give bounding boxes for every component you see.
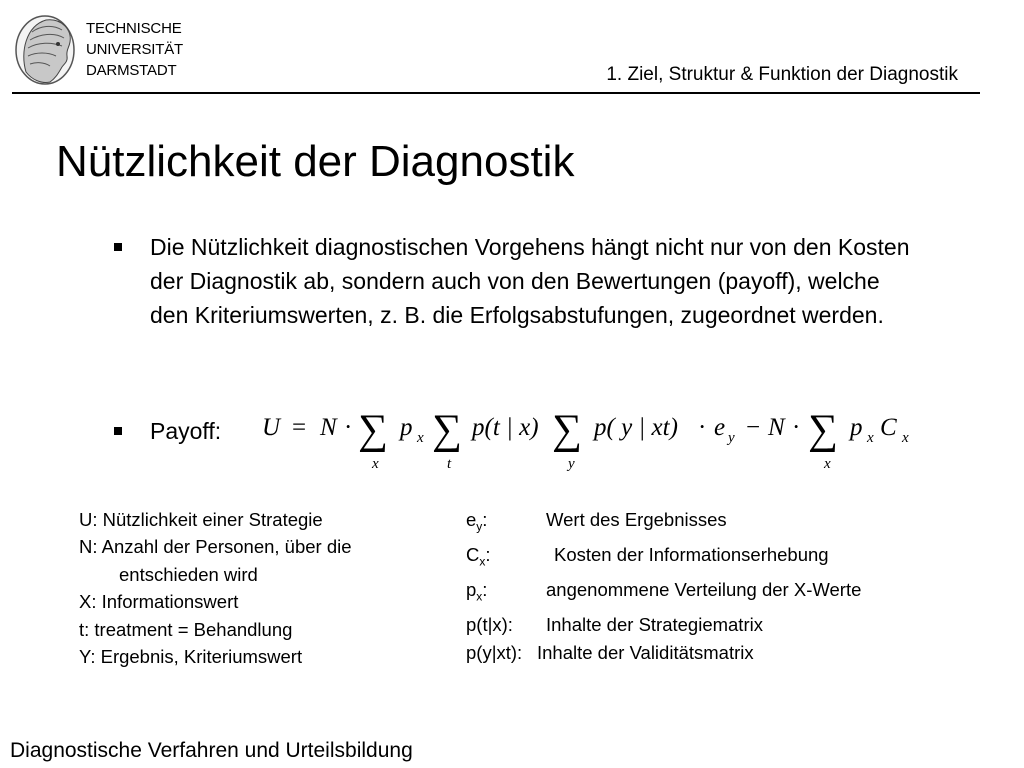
university-name <box>86 18 183 81</box>
square-bullet-icon <box>114 243 122 251</box>
formula-dot: · <box>792 414 801 441</box>
legend-right <box>466 506 861 666</box>
legend-symbol: $C_x$: <box>466 544 491 569</box>
formula-subscript: x <box>417 430 424 446</box>
formula-equals: = <box>292 414 307 441</box>
legend-description: Wert des Ergebnisses <box>546 509 727 530</box>
formula-p: p <box>400 414 413 441</box>
legend-entry: N: Anzahl der Personen, über die <box>79 536 352 558</box>
university-line: TECHNISCHE <box>86 20 182 37</box>
formula-subscript: x <box>867 430 874 446</box>
payoff-formula <box>262 402 922 482</box>
formula-subscript: x <box>902 430 909 446</box>
formula-p-y-given-xt: p( y | xt) <box>594 414 678 441</box>
legend-entry: t: treatment = Behandlung <box>79 618 293 640</box>
formula-dot: · <box>698 414 707 441</box>
legend-symbol: p(y|xt): <box>466 641 523 663</box>
legend-entry: U: Nützlichkeit einer Strategie <box>79 509 323 530</box>
formula-dot: · <box>344 414 353 441</box>
legend-entry <box>466 611 861 638</box>
athena-head-logo-icon <box>12 12 78 88</box>
formula-N: N <box>768 414 785 441</box>
bullet-text: Die Nützlichkeit diagnostischen Vorgehens hängt nicht nur von den Kosten der Diagnostik ab, sondern auch von den Bewertungen (payoff), welche den Kriteriumswerten, z. B. die Erfolgsabstufungen, zugeordnet werden. <box>150 234 910 328</box>
formula-p: p <box>850 414 863 441</box>
legend-description: angenommene Verteilung der X-Werte <box>546 579 862 601</box>
formula-N: N <box>320 414 337 441</box>
formula-minus: − <box>746 414 761 441</box>
formula-C: C <box>880 414 897 441</box>
sum-index: t <box>447 456 452 472</box>
legend-entry <box>466 506 861 541</box>
legend-entry: Y: Ergebnis, Kriteriumswert <box>79 646 303 668</box>
footer-course-title: Diagnostische Verfahren und Urteilsbildung <box>10 739 413 762</box>
legend-entry: entschieden wird <box>119 563 258 585</box>
legend-entry <box>466 541 861 576</box>
legend-entry: X: Informationswert <box>79 591 239 613</box>
legend-left <box>79 506 352 670</box>
sum-symbol: ∑ <box>808 407 838 453</box>
legend-description: Inhalte der Strategiematrix <box>546 614 763 636</box>
legend-symbol: $p_x$: <box>466 579 488 604</box>
header-divider <box>12 92 980 94</box>
formula-p-t-given-x: p(t | x) <box>472 414 539 441</box>
slide-title: Nützlichkeit der Diagnostik <box>56 137 575 186</box>
sum-symbol: ∑ <box>552 407 582 453</box>
square-bullet-icon <box>114 427 122 435</box>
formula-subscript: y <box>728 430 735 446</box>
bullet-text: Payoff: <box>150 418 222 444</box>
formula-U: U <box>262 414 281 441</box>
university-line: DARMSTADT <box>86 62 177 79</box>
legend-symbol: $e_y$: <box>466 509 488 534</box>
legend-description: Kosten der Informationserhebung <box>554 544 829 566</box>
legend-description: Inhalte der Validitätsmatrix <box>537 641 754 663</box>
legend-entry <box>466 576 861 611</box>
sum-index: x <box>824 456 831 472</box>
sum-symbol: ∑ <box>432 407 462 453</box>
sum-symbol: ∑ <box>358 407 388 453</box>
sum-index: y <box>568 456 575 472</box>
sum-index: x <box>372 456 379 472</box>
formula-e: e <box>714 414 726 441</box>
university-line: UNIVERSITÄT <box>86 41 183 58</box>
legend-entry <box>466 639 861 666</box>
legend-symbol: p(t|x): <box>466 614 513 636</box>
section-title: 1. Ziel, Struktur & Funktion der Diagnostik <box>606 64 958 85</box>
